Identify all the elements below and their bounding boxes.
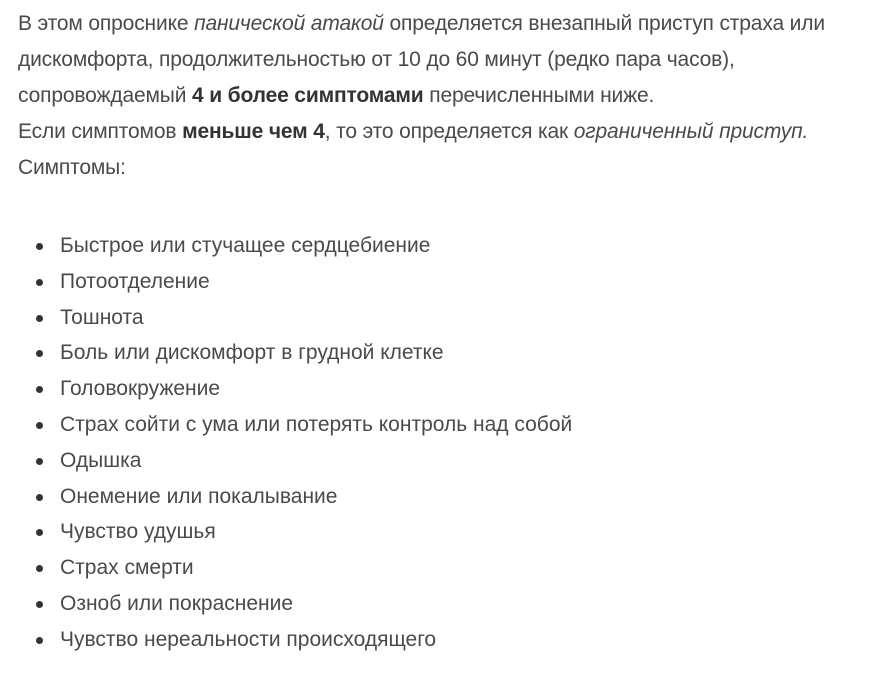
list-item	[18, 586, 870, 622]
bullet-icon	[36, 350, 43, 357]
bullet-icon	[36, 315, 43, 322]
symptom-list	[18, 228, 870, 658]
bullet-icon	[36, 565, 43, 572]
symptom-text: Быстрое или стучащее сердцебиение	[60, 234, 431, 257]
limited-attack-text-part: Если симптомов	[18, 120, 183, 143]
list-item	[18, 622, 870, 658]
list-item	[18, 300, 870, 336]
symptom-text: Онемение или покалывание	[60, 484, 338, 508]
list-item	[18, 264, 870, 300]
symptom-text: Страх сойти с ума или потерять контроль над собой	[60, 412, 573, 436]
list-item	[18, 550, 870, 586]
symptom-text: Потоотделение	[60, 269, 210, 293]
symptom-threshold-bold: 4 и более симптомами	[192, 84, 424, 107]
bullet-icon	[36, 529, 43, 536]
symptom-text: Озноб или покраснение	[60, 591, 294, 615]
symptom-text: Чувство нереальности происходящего	[60, 627, 437, 651]
symptom-text: Страх смерти	[60, 556, 194, 580]
list-item	[18, 479, 870, 515]
symptom-text: Боль или дискомфорт в грудной клетке	[60, 341, 444, 365]
limited-attack-term: ограниченный приступ.	[573, 120, 809, 143]
definition-paragraph	[18, 6, 870, 186]
list-item	[18, 443, 870, 479]
bullet-icon	[36, 243, 43, 250]
bullet-icon	[36, 279, 43, 286]
bullet-icon	[36, 601, 43, 608]
paragraph-spacer	[18, 186, 870, 228]
list-item	[18, 514, 870, 550]
list-item	[18, 371, 870, 407]
definition-text-part: определяется внезапный приступ страха или дискомфорта, продолжительностью от 10 до 60 минут (редко пара часов), сопровождаемый	[18, 12, 825, 107]
bullet-icon	[36, 386, 43, 393]
bullet-icon	[36, 458, 43, 465]
bullet-icon	[36, 422, 43, 429]
symptom-text: Одышка	[60, 448, 142, 472]
list-item	[18, 335, 870, 371]
definition-text-part: В этом опроснике	[18, 12, 195, 35]
definition-text-part: перечисленными ниже.	[423, 84, 655, 107]
list-item	[18, 407, 870, 443]
symptom-text: Чувство удушья	[60, 520, 216, 544]
limited-attack-text-part: , то это определяется как	[324, 120, 574, 143]
symptom-text: Тошнота	[60, 305, 144, 329]
fewer-symptoms-bold: меньше чем 4	[182, 120, 325, 143]
list-item	[18, 228, 870, 264]
symptoms-heading: Симптомы:	[18, 156, 126, 179]
symptom-text: Головокружение	[60, 377, 221, 401]
bullet-icon	[36, 494, 43, 501]
panic-attack-term: панической атакой	[194, 12, 384, 35]
bullet-icon	[36, 637, 43, 644]
